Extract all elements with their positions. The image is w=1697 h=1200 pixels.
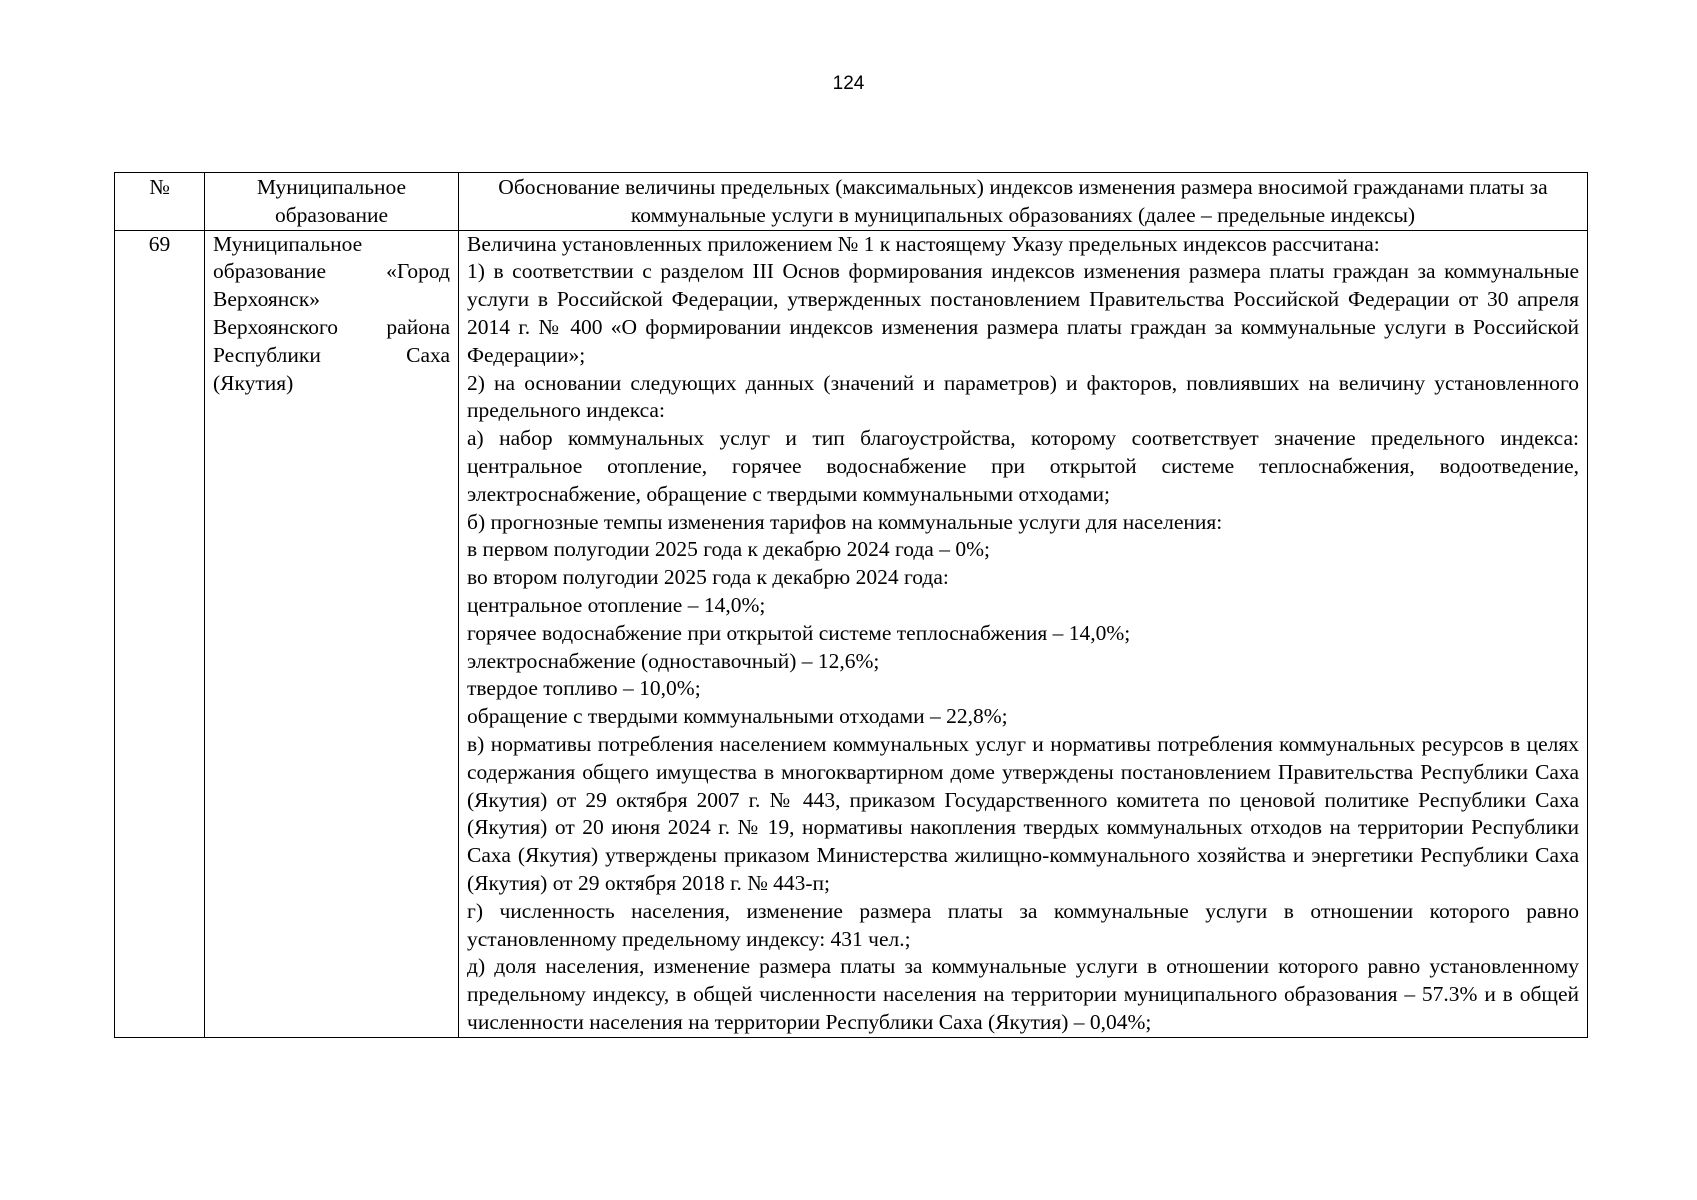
index-justification-table bbox=[114, 172, 1588, 1038]
row-justification bbox=[459, 230, 1588, 1037]
paragraph-item-2: 2) на основании следующих данных (значений и параметров) и факторов, повлиявших на величину установленного предельного индекса: bbox=[467, 370, 1579, 423]
paragraph-item-d: д) доля населения, изменение размера платы за коммунальные услуги в отношении которого равно установленному предельному индексу, в общей численности населения на территории муниципального образования – 57.3% и в общей численности населения на территории Республики Саха (Якутия) – 0,04%; bbox=[467, 954, 1579, 1034]
table-header-row bbox=[115, 173, 1588, 231]
header-municipality: Муниципальное образование bbox=[205, 173, 459, 231]
row-municipality: Муниципальное образование «Город Верхоянск» Верхоянского района Республики Саха (Якутия) bbox=[205, 230, 459, 1037]
paragraph-solid-waste: обращение с твердыми коммунальными отходами – 22,8%; bbox=[467, 704, 1008, 729]
header-number: № bbox=[115, 173, 205, 231]
paragraph-item-g: г) численность населения, изменение размера платы за коммунальные услуги в отношении которого равно установленному предельному индексу: 431 чел.; bbox=[467, 898, 1579, 951]
paragraph-item-1: 1) в соответствии с разделом III Основ формирования индексов изменения размера платы граждан за коммунальные услуги в Российской Федерации, утвержденных постановлением Правительства Российской Федерации от 30 апреля 2014 г. № 400 «О формировании индексов изменения размера платы граждан за коммунальные услуги в Российской Федерации»; bbox=[467, 259, 1579, 367]
paragraph-second-half: во втором полугодии 2025 года к декабрю 2024 года: bbox=[467, 565, 949, 590]
paragraph-item-a: а) набор коммунальных услуг и тип благоустройства, которому соответствует значение предельного индекса: центральное отопление, горячее водоснабжение при открытой системе теплоснабжения, водоотведение, электроснабжение, обращение с твердыми коммунальными отходами; bbox=[467, 426, 1579, 506]
page-number: 124 bbox=[832, 73, 865, 94]
paragraph-electricity: электроснабжение (одноставочный) – 12,6%; bbox=[467, 648, 880, 673]
paragraph-hot-water: горячее водоснабжение при открытой системе теплоснабжения – 14,0%; bbox=[467, 620, 1131, 645]
row-number: 69 bbox=[115, 230, 205, 1037]
paragraph-item-b: б) прогнозные темпы изменения тарифов на коммунальные услуги для населения: bbox=[467, 509, 1223, 534]
paragraph-item-v: в) нормативы потребления населением коммунальных услуг и нормативы потребления коммунальных ресурсов в целях содержания общего имущества в многоквартирном доме утверждены постановлением Правительства Республики Саха (Якутия) от 29 октября 2007 г. № 443, приказом Государственного комитета по ценовой политике Республики Саха (Якутия) от 20 июня 2024 г. № 19, нормативы накопления твердых коммунальных отходов на территории Республики Саха (Якутия) утверждены приказом Министерства жилищно-коммунального хозяйства и энергетики Республики Саха (Якутия) от 29 октября 2018 г. № 443-п; bbox=[467, 731, 1579, 895]
paragraph-first-half: в первом полугодии 2025 года к декабрю 2024 года – 0%; bbox=[467, 537, 990, 562]
paragraph-central-heating: центральное отопление – 14,0%; bbox=[467, 592, 766, 617]
paragraph-intro: Величина установленных приложением № 1 к настоящему Указу предельных индексов рассчитана: bbox=[467, 231, 1380, 256]
paragraph-solid-fuel: твердое топливо – 10,0%; bbox=[467, 676, 701, 701]
table-row bbox=[115, 230, 1588, 1037]
header-justification: Обоснование величины предельных (максимальных) индексов изменения размера вносимой гражданами платы за коммунальные услуги в муниципальных образованиях (далее – предельные индексы) bbox=[459, 173, 1588, 231]
